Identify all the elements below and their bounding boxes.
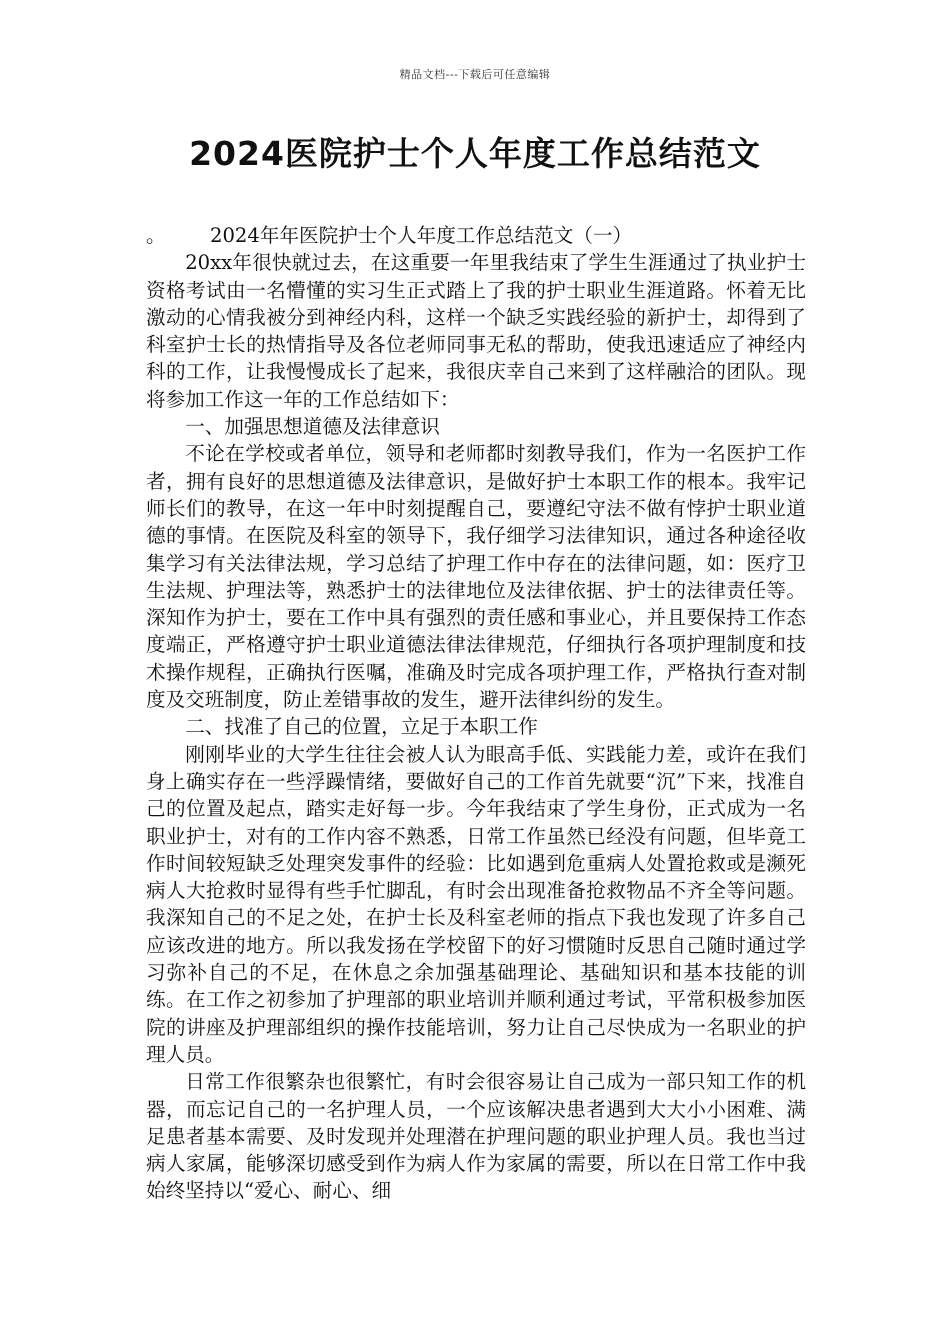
intro-line [146,222,806,249]
document-body [146,222,806,1205]
paragraph-section-1: 不论在学校或者单位，领导和老师都时刻教导我们，作为一名医护工作者，拥有良好的思想道德及法律意识，是做好护士本职工作的根本。我牢记师长们的教导，在这一年中时刻提醒自己，要遵纪守法不做有悖护士职业道德的事情。在医院及科室的领导下，我仔细学习法律知识，通过各种途径收集学习有关法律法规，学习总结了护理工作中存在的法律问题，如：医疗卫生法规、护理法等，熟悉护士的法律地位及法律依据、护士的法律责任等。深知作为护士，要在工作中具有强烈的责任感和事业心，并且要保持工作态度端正，严格遵守护士职业道德法律法律规范，仔细执行各项护理制度和技术操作规程，正确执行医嘱，准确及时完成各项护理工作，严格执行查对制度及交班制度，防止差错事故的发生，避开法律纠纷的发生。 [146,442,806,712]
intro-mark: 。 [146,224,166,247]
header-note: 精品文档---下载后可任意编辑 [399,68,551,81]
paragraph-section-2: 刚刚毕业的大学生往往会被人认为眼高手低、实践能力差，或许在我们身上确实存在一些浮躁情绪，要做好自己的工作首先就要“沉”下来，找准自己的位置及起点，踏实走好每一步。今年我结束了学生身份，正式成为一名职业护士，对有的工作内容不熟悉，日常工作虽然已经没有问题，但毕竟工作时间较短缺乏处理突发事件的经验：比如遇到危重病人处置抢救或是濒死病人大抢救时显得有些手忙脚乱，有时会出现准备抢救物品不齐全等问题。我深知自己的不足之处，在护士长及科室老师的指点下我也发现了许多自己应该改进的地方。所以我发扬在学校留下的好习惯随时反思自己随时通过学习弥补自己的不足，在休息之余加强基础理论、基础知识和基本技能的训练。在工作之初参加了护理部的职业培训并顺利通过考试，平常积极参加医院的讲座及护理部组织的操作技能培训，努力让自己尽快成为一名职业的护理人员。 [146,742,806,1066]
intro-text: 2024年年医院护士个人年度工作总结范文（一） [210,224,633,247]
section-heading-2: 二、找准了自己的位置，立足于本职工作 [185,715,538,739]
paragraph-opening: 20xx年很快就过去，在这重要一年里我结束了学生生涯通过了执业护士资格考试由一名懵懂的实习生正式踏上了我的护士职业生涯道路。怀着无比激动的心情我被分到神经内科，这样一个缺乏实践经验的新护士，却得到了科室护士长的热情指导及各位老师同事无私的帮助，使我迅速适应了神经内科的工作，让我慢慢成长了起来，我很庆幸自己来到了这样融洽的团队。现将参加工作这一年的工作总结如下： [146,251,806,411]
section-heading-1: 一、加强思想道德及法律意识 [185,415,440,439]
paragraph-daily-work: 日常工作很繁杂也很繁忙，有时会很容易让自己成为一部只知工作的机器，而忘记自己的一名护理人员，一个应该解决患者遇到大大小小困难、满足患者基本需要、及时发现并处理潜在护理问题的职业护理人员。我也当过病人家属，能够深切感受到作为病人作为家属的需要，所以在日常工作中我始终坚持以“爱心、耐心、细 [146,1070,806,1203]
document-title: 2024医院护士个人年度工作总结范文 [189,134,761,173]
